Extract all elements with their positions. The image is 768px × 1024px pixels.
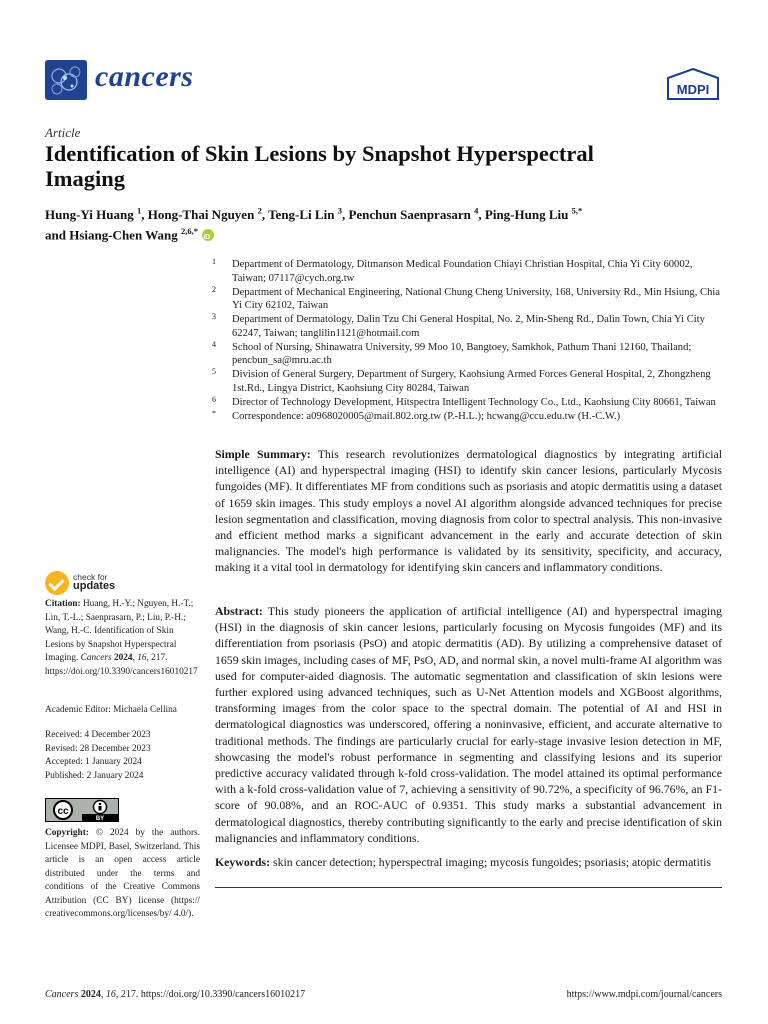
affiliations xyxy=(212,258,722,424)
affiliation-text: Department of Mechanical Engineering, National Chung Cheng University, 168, University Rd., Min Hsiung, Chia Yi City 62102, Taiwan xyxy=(232,286,721,311)
keywords-text: skin cancer detection; hyperspectral imaging; mycosis fungoides; psoriasis; atopic dermatitis xyxy=(270,855,712,869)
author-separator: , xyxy=(478,207,485,223)
footer-citation: Cancers 2024, 16, 217. https://doi.org/10.3390/cancers16010217 xyxy=(45,989,306,1000)
publisher-name: MDPI xyxy=(676,82,710,97)
citation-year: 2024 xyxy=(111,653,133,663)
author-list xyxy=(45,203,695,244)
affiliation-text: Department of Dermatology, Dalin Tzu Chi General Hospital, No. 2, Min-Sheng Rd., Dalin Town, Chia Yi City 62247, Taiwan; tanglilin1121@hotmail.com xyxy=(232,314,705,339)
author-name[interactable]: Hung-Yi Huang xyxy=(45,207,134,223)
affiliation-number: 3 xyxy=(212,312,216,321)
affiliation-item xyxy=(212,341,722,368)
check-updates-line1: check for xyxy=(73,572,108,582)
abstract-label: Abstract: xyxy=(215,604,263,618)
affiliation-item xyxy=(212,368,722,395)
check-updates-line2: updates xyxy=(73,580,116,592)
cc-text: cc xyxy=(57,806,69,817)
date-accepted: Accepted: 1 January 2024 xyxy=(45,757,142,767)
publication-dates xyxy=(45,729,200,783)
affiliation-item xyxy=(212,258,722,285)
affiliation-text: Correspondence: a0968020005@mail.802.org.tw (P.-H.L.); hcwang@ccu.edu.tw (H.-C.W.) xyxy=(232,410,621,422)
author-name[interactable]: Teng-Li Lin xyxy=(268,207,335,223)
affiliation-number: * xyxy=(212,408,216,418)
simple-summary-label: Simple Summary: xyxy=(215,447,311,461)
orcid-icon[interactable] xyxy=(202,229,214,241)
author-separator: , xyxy=(341,207,349,223)
date-revised: Revised: 28 December 2023 xyxy=(45,743,151,754)
footer-year: 2024 xyxy=(78,989,101,1000)
divider xyxy=(215,887,722,888)
author-affil-sup: 5,* xyxy=(571,206,583,216)
citation: Citation: Huang, H.-Y.; Nguyen, H.-T.; Lin, T.-L.; Saenprasarn, P.; Liu, P.-H.; Wang, H.-C. Identification of Skin Lesions by Snapshot Hyperspectral Imaging. Cancers 2024, 16, 217. https://doi.org/10.3390/cancers16010217 xyxy=(45,599,198,677)
affiliation-number: 5 xyxy=(212,367,216,376)
keywords xyxy=(215,854,722,870)
affiliation-text: Department of Dermatology, Ditmanson Medical Foundation Chiayi Christian Hospital, Chia Yi City 60002, Taiwan; 07117@cych.org.tw xyxy=(232,259,693,284)
cc-by-license-icon[interactable] xyxy=(45,798,119,822)
affiliation-item xyxy=(212,396,722,410)
author-affil-sup: 3 xyxy=(337,206,342,216)
citation-volume: 16 xyxy=(134,653,147,663)
author-affil-sup: 2,6,* xyxy=(180,226,198,237)
affiliation-item xyxy=(212,286,722,313)
footer-journal: Cancers xyxy=(45,989,79,1000)
simple-summary-text: This research revolutionizes dermatological diagnostics by integrating artificial intelligence (AI) and hyperspectral imaging (HSI) to identify skin cancer lesions, particularly Mycosis fungoides (MF). It differentiates MF from conditions such as psoriasis and atopic dermatitis using a dataset of 1659 skin images. This study employs a novel AI algorithm alongside advanced techniques for precise lesion segmentation and classification, moving diagnosis from color to spectral analysis. This non-invasive and efficient method marks a significant advancement in the early and accurate detection of skin malignancies. The model's high performance is validated by its sensitivity, specificity, and accuracy, making it a vital tool in dermatology for identifying skin cancers and inflammatory conditions. xyxy=(215,447,722,575)
copyright-label: Copyright: xyxy=(45,828,89,838)
affiliation-item xyxy=(212,313,722,340)
affiliation-number: 2 xyxy=(212,284,216,294)
abstract xyxy=(215,603,722,846)
affiliation-text: Director of Technology Development, Hitspectra Intelligent Technology Co., Ltd., Kaohsiung City 80661, Taiwan xyxy=(232,396,716,408)
citation-doi[interactable]: , 217. https://doi.org/10.3390/cancers16010217 xyxy=(45,653,198,677)
article-title: Identification of Skin Lesions by Snapshot Hyperspectral Imaging xyxy=(45,141,594,191)
author-name[interactable]: Ping-Hung Liu xyxy=(484,207,569,223)
affiliation-number: 1 xyxy=(212,257,216,266)
check-for-updates-button[interactable] xyxy=(45,571,165,595)
date-received: Received: 4 December 2023 xyxy=(45,730,151,740)
footer-doi[interactable]: , 217. https://doi.org/10.3390/cancers16010217 xyxy=(115,989,306,1000)
author-name[interactable]: Hong-Thai Nguyen xyxy=(147,207,255,223)
author-conjunction: and xyxy=(45,227,70,243)
affiliation-text: Division of General Surgery, Department of Surgery, Kaohsiung Armed Forces General Hospital, 2, Zhongzheng 1st.Rd., Lingya District, Kaohsiung City 80284, Taiwan xyxy=(232,369,711,394)
publisher-logo xyxy=(666,68,720,100)
journal-logo-icon xyxy=(45,60,87,100)
affiliation-number: 4 xyxy=(212,339,216,349)
copyright xyxy=(45,827,200,922)
academic-editor: Academic Editor: Michaela Cellina xyxy=(45,705,177,715)
footer-journal-url[interactable]: https://www.mdpi.com/journal/cancers xyxy=(566,989,722,1000)
date-published: Published: 2 January 2024 xyxy=(45,770,144,781)
affiliation-item xyxy=(212,410,722,424)
affiliation-number: 6 xyxy=(212,394,216,404)
citation-text: Huang, H.-Y.; Nguyen, H.-T.; Lin, T.-L.; Saenprasarn, P.; Liu, P.-H.; Wang, H.-C. Identification of Skin Lesions by Snapshot Hyperspectral Imaging. xyxy=(45,599,194,663)
affiliation-text: School of Nursing, Shinawatra University, 99 Moo 10, Bangtoey, Samkhok, Pathum Thani 12160, Thailand; pencbun_sa@mru.ac.th xyxy=(232,341,692,366)
author-separator: , xyxy=(141,207,148,223)
author-affil-sup: 2 xyxy=(257,206,262,216)
citation-label: Citation: xyxy=(45,599,81,609)
author-separator: , xyxy=(261,207,269,223)
copyright-text: © 2024 by the authors. Licensee MDPI, Basel, Switzerland. This article is an open access article distributed under the terms and conditions of the Creative Commons Attribution (CC BY) license (https:// creativecommons.org/licenses/by/ 4.0/). xyxy=(45,828,200,919)
citation-journal: Cancers xyxy=(80,653,112,663)
author-affil-sup: 4 xyxy=(474,206,479,216)
author-affil-sup: 1 xyxy=(137,206,142,216)
footer-volume: 16 xyxy=(103,989,116,1000)
check-updates-icon xyxy=(45,571,69,595)
simple-summary xyxy=(215,446,722,576)
keywords-label: Keywords: xyxy=(215,855,271,869)
journal-name: cancers xyxy=(95,60,194,93)
abstract-text: This study pioneers the application of artificial intelligence (AI) and hyperspectral imaging (HSI) in the diagnosis of skin cancer lesions, particularly focusing on Mycosis fungoides (MF) and its differentiation from psoriasis (PsO) and atopic dermatitis (AD). By utilizing a comprehensive dataset of 1659 skin images, including cases of MF, PsO, AD, and normal skin, a novel multi-frame AI algorithm was used for computer-aided diagnosis. The automatic segmentation and classification of skin lesions were further explored using advanced techniques, such as U-Net Attention models and XGBoost algorithms, transforming images from the color space to the spectral domain. The potential of AI and HSI in dermatological diagnostics was underscored, offering a noninvasive, efficient, and accurate alternative to traditional methods. The findings are particularly crucial for early-stage invasive lesion detection in MF, showcasing the model's robust performance in segmenting and classifying lesions and its superior predictive accuracy validated through k-fold cross-validation. The model attained its optimal performance with a k-fold cross-validation value of 7, achieving a sensitivity of 90.72%, a specificity of 96.76%, an F1-score of 90.08%, and an ROC-AUC of 0.9351. This study marks a substantial advancement in dermatological diagnostics, thereby contributing significantly to the early and precise identification of skin malignancies and inflammatory conditions. xyxy=(215,604,722,845)
author-name[interactable]: Hsiang-Chen Wang xyxy=(69,227,178,243)
by-text: BY xyxy=(95,816,105,821)
article-type: Article xyxy=(45,125,81,140)
author-name[interactable]: Penchun Saenprasarn xyxy=(348,207,471,223)
